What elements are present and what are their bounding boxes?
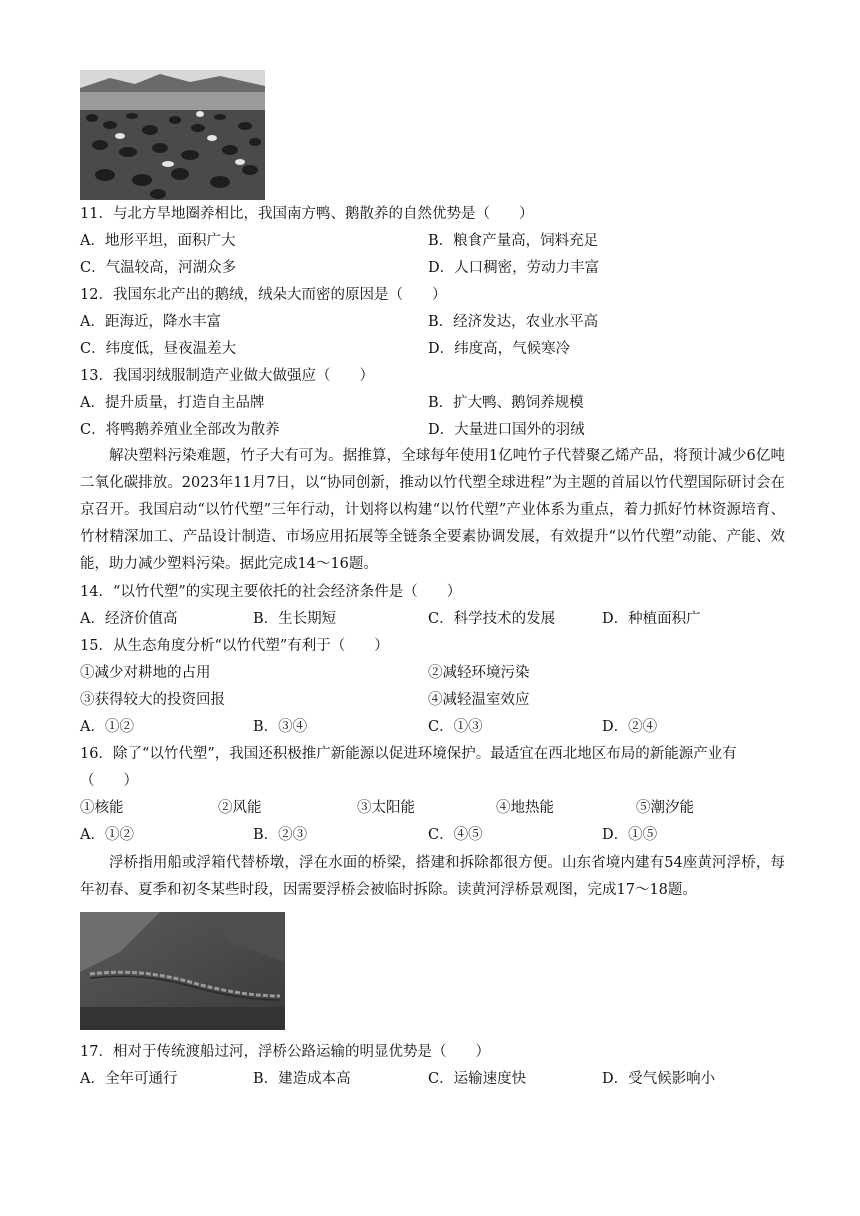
q15-statement-3: ③获得较大的投资回报 [80,692,225,708]
q16-option-d[interactable]: D．①⑤ [602,827,658,843]
q16-statement-3: ③太阳能 [357,800,415,816]
q15-option-a[interactable]: A．①② [80,719,134,735]
q13-option-b[interactable]: B．扩大鸭、鹅饲养规模 [428,395,584,411]
bridge-passage: 浮桥指用船或浮箱代替桥墩，浮在水面的桥梁，搭建和拆除都很方便。山东省境内建有54座黄河浮桥，每年初春、夏季和初冬某些时段，因需要浮桥会被临时拆除。读黄河浮桥景观图，完成17～18题。 [80,855,785,898]
q17-option-c[interactable]: C．运输速度快 [428,1071,527,1087]
q15-option-c[interactable]: C．①③ [428,719,483,735]
q16-stem-continued: （ ） [80,773,138,789]
q12-stem: 12．我国东北产出的鹅绒，绒朵大而密的原因是（ ） [80,287,447,303]
q16-statement-4: ④地热能 [496,800,554,816]
q11-option-c[interactable]: C．气温较高，河湖众多 [80,260,237,276]
q14-option-d[interactable]: D．种植面积广 [602,611,701,627]
q15-statement-2: ②减轻环境污染 [428,665,530,681]
q14-option-c[interactable]: C．科学技术的发展 [428,611,556,627]
q17-stem: 17．相对于传统渡船过河，浮桥公路运输的明显优势是（ ） [80,1044,490,1060]
q12-option-d[interactable]: D．纬度高，气候寒冷 [428,341,571,357]
q13-option-a[interactable]: A．提升质量，打造自主品牌 [80,395,265,411]
bamboo-passage: 解决塑料污染难题，竹子大有可为。据推算，全球每年使用1亿吨竹子代替聚乙烯产品，将预计减少6亿吨二氧化碳排放。2023年11月7日，以“协同创新，推动以竹代塑全球进程”为主题的首届以竹代塑国际研讨会在京召开。我国启动“以竹代塑”三年行动，计划将以构建“以竹代塑”产业体系为重点，着力抓好竹林资源培育、竹材精深加工、产品设计制造、市场应用拓展等全链条全要素协调发展，有效提升“以竹代塑”动能、产能、效能，助力减少塑料污染。据此完成14～16题。 [80,448,785,572]
q15-option-b[interactable]: B．③④ [253,719,308,735]
q15-stem: 15．从生态角度分析“以竹代塑”有利于（ ） [80,638,389,654]
q16-option-b[interactable]: B．②③ [253,827,308,843]
q16-statement-5: ⑤潮汐能 [636,800,694,816]
q15-option-d[interactable]: D．②④ [602,719,658,735]
q11-stem: 11．与北方旱地圈养相比，我国南方鸭、鹅散养的自然优势是（ ） [80,206,534,222]
q14-option-b[interactable]: B．生长期短 [253,611,337,627]
q12-option-a[interactable]: A．距海近，降水丰富 [80,314,221,330]
q17-option-b[interactable]: B．建造成本高 [253,1071,351,1087]
q11-option-b[interactable]: B．粮食产量高，饲料充足 [428,233,599,249]
q16-option-c[interactable]: C．④⑤ [428,827,483,843]
q11-option-a[interactable]: A．地形平坦，面积广大 [80,233,236,249]
q13-stem: 13．我国羽绒服制造产业做大做强应（ ） [80,368,374,384]
q12-option-c[interactable]: C．纬度低，昼夜温差大 [80,341,237,357]
q16-stem: 16．除了“以竹代塑”，我国还积极推广新能源以促进环境保护。最适宜在西北地区布局的新能源产业有 [80,746,737,762]
q13-option-c[interactable]: C．将鸭鹅养殖业全部改为散养 [80,422,280,438]
q16-option-a[interactable]: A．①② [80,827,134,843]
q14-option-a[interactable]: A．经济价值高 [80,611,178,627]
q15-statement-1: ①减少对耕地的占用 [80,665,211,681]
duck-goose-photo [80,70,265,200]
q16-statement-1: ①核能 [80,800,124,816]
q12-option-b[interactable]: B．经济发达，农业水平高 [428,314,599,330]
floating-bridge-photo [80,912,285,1030]
q17-option-a[interactable]: A．全年可通行 [80,1071,178,1087]
q11-option-d[interactable]: D．人口稠密，劳动力丰富 [428,260,600,276]
q17-option-d[interactable]: D．受气候影响小 [602,1071,716,1087]
q15-statement-4: ④减轻温室效应 [428,692,530,708]
q16-statement-2: ②风能 [218,800,262,816]
q13-option-d[interactable]: D．大量进口国外的羽绒 [428,422,585,438]
q14-stem: 14．“以竹代塑”的实现主要依托的社会经济条件是（ ） [80,584,462,600]
